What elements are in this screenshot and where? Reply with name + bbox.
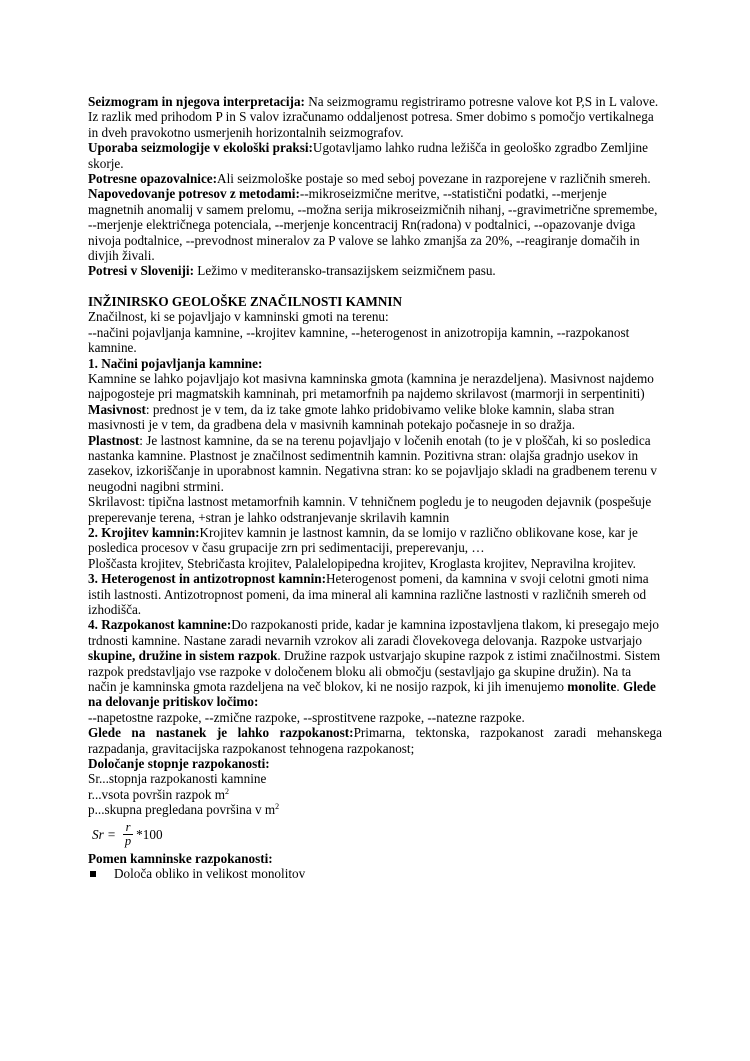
formula-fraction	[122, 821, 134, 848]
definition-sr: Sr...stopnja razpokanosti kamnine	[88, 771, 267, 787]
definition-p	[88, 802, 662, 817]
paragraph-fracturing	[88, 617, 662, 709]
heading-seismogram: Seizmogram in njegova interpretacija:	[88, 94, 305, 109]
text-fracturing-1: Do razpokanosti pride, kadar je kamnina izpostavljena tlakom, ki presegajo mejo trdnosti kamnine. Nastane zaradi nevarnih vzrokov ali zaradi človekovega delovanja. Razpoke ustvarjajo	[88, 617, 659, 648]
heading-significance	[88, 851, 662, 866]
heading-determination-text: Določanje stopnje razpokanosti:	[88, 756, 270, 772]
square-bullet-icon	[90, 871, 96, 877]
text-fracturing-3: .	[616, 679, 623, 695]
heading-origin: Glede na nastanek je lahko razpokanost:	[88, 725, 354, 741]
document-page	[88, 94, 662, 882]
formula-denominator: p	[124, 834, 132, 849]
paragraph-schistosity: Skrilavost: tipična lastnost metamorfnih kamnin. V tehničnem pogledu je to neugoden dejavnik (pospešuje preperevanje terena, +stran je lahko odstranjevanje skrilavih kamnin	[88, 494, 652, 525]
formula-sr	[88, 820, 662, 850]
bullet-item	[88, 866, 662, 881]
text-heterogeneity: Heterogenost pomeni, da kamnina v svoji celotni gmoti nima istih lastnosti. Antizotropnost pomeni, da ima mineral ali kamnina različne lastnosti v različnih smereh od izhodišča.	[88, 571, 649, 617]
paragraph-layering	[88, 433, 662, 495]
bold-pressure-types: Glede na delovanje pritiskov ločimo:	[88, 679, 656, 710]
text-fracturing-2: . Družine razpok ustvarjajo skupine razpok z istimi značilnostmi. Sistem razpok predstavljajo vse razpoke v določenem bloku ali območju (sestavljajo ga skupine družin). Na ta način je kamninska gmota razdeljena na več blokov, ki ne nosijo razpok, ki jih imenujemo	[88, 648, 661, 695]
definition-r-text: r...vsota površin razpok m	[88, 786, 225, 802]
fracture-types-list: --napetostne razpoke, --zmične razpoke, --sprostitvene razpoke, --natezne razpoke.	[88, 709, 525, 725]
text-observatories: Ali seizmološke postaje so med seboj povezane in razporejene v različnih smereh.	[217, 171, 651, 187]
heading-observatories: Potresne opazovalnice:	[88, 171, 218, 187]
section-title-text: INŽINIRSKO GEOLOŠKE ZNAČILNOSTI KAMNIN	[88, 293, 403, 309]
formula-lhs: Sr =	[92, 826, 116, 842]
text-massiveness: : prednost je v tem, da iz take gmote lahko pridobivamo velike bloke kamnin, slaba stran masivnosti je v tem, da gradbena dela v masivnih kamninah potekajo počasneje in so dražja.	[88, 401, 615, 433]
heading-layering: Plastnost	[88, 432, 140, 448]
paragraph-seismogram	[88, 94, 662, 140]
origin-line	[88, 725, 662, 740]
text-prediction: --mikroseizmične meritve, --statistični podatki, --merjenje magnetnih anomalij v samem prelomu, --možna serija mikroseizmičnih nihanj, --gravimetrične spremembe, --merjenje električnega potenciala, --merjenje koncentracij Rn(radona) v podtalnici, --opazovanje dviga nivoja podtalnice, --prevodnost mineralov za P valove se lahko zmanjša za 20%, --reagiranje domačih in divjih živali.	[88, 186, 658, 264]
heading-significance-text: Pomen kamninske razpokanosti:	[88, 850, 273, 866]
paragraph-prediction	[88, 186, 662, 263]
definition-r-exponent: 2	[224, 786, 229, 796]
bold-monolite: monolite	[567, 679, 617, 695]
paragraph-slovenia	[88, 263, 662, 278]
text-seismology-use: Ugotavljamo lahko rudna ležišča in geološko zgradbo Zemljine skorje.	[88, 140, 649, 171]
intro-list: --načini pojavljanja kamnine, --krojitev kamnine, --heterogenost in anizotropija kamnin, --razpokanost kamnine.	[88, 324, 630, 356]
definition-r	[88, 787, 662, 802]
heading-jointing: 2. Krojitev kamnin:	[88, 524, 200, 540]
paragraph-heterogeneity	[88, 571, 662, 617]
text-layering: : Je lastnost kamnine, da se na terenu pojavljajo v ločenih enotah (to je v ploščah, ki so posledica nastanka kamnine. Plastnost je značilnost sedimentnih kamnin. Pozitivna stran: olajša gradnjo usekov in zasekov, izkoriščanje in uporabnost kamnin. Negativna stran: ko se pojavljajo skladi na gradbenem terenu v neugodni nagibni strmini.	[88, 432, 657, 494]
bullet-item-text: Določa obliko in velikost monolitov	[114, 866, 306, 882]
heading-fracturing: 4. Razpokanost kamnine:	[88, 617, 232, 633]
paragraph-seismology-use	[88, 140, 662, 171]
text-occurrence: Kamnine se lahko pojavljajo kot masivna kamninska gmota (kamnina je nerazdeljena). Masivnost najdemo najpogosteje pri magmatskih kamninah, pri metamorfnih pa najdemo skrilavost (marmorji in serpentiniti)	[88, 370, 654, 402]
heading-prediction: Napovedovanje potresov z metodami:	[88, 186, 300, 202]
paragraph-spacer	[88, 279, 662, 294]
heading-seismology-use: Uporaba seizmologije v ekološki praksi:	[88, 140, 313, 156]
text-jointing: Krojitev kamnin je lastnost kamnin, da se lomijo v različno oblikovane kose, kar je posledica procesov v času grupacije zrn pri sedimentaciji, preperevanju, …	[88, 524, 638, 556]
paragraph-jointing	[88, 525, 662, 556]
formula-multiplier: *100	[136, 826, 163, 842]
heading-occurrence	[88, 356, 662, 371]
bold-fracture-groups: skupine, družine in sistem razpok	[88, 648, 278, 664]
definition-p-text: p...skupna pregledana površina v m	[88, 802, 276, 818]
jointing-types: Ploščasta krojitev, Stebričasta krojitev, Palalelopipedna krojitev, Kroglasta krojitev, Nepravilna krojitev.	[88, 555, 636, 571]
heading-slovenia: Potresi v Sloveniji:	[88, 263, 194, 279]
section-title	[88, 294, 662, 309]
text-seismogram: Na seizmogramu registriramo potresne valove kot P,S in L valove. Iz razlik med prihodom P in S valov izračunamo oddaljenost potresa. Smer dobimo s pomočjo vertikalnega in dveh pravokotno usmerjenih horizontalnih seizmografov.	[88, 94, 659, 140]
text-slovenia: Ležimo v mediteransko-transazijskem seizmičnem pasu.	[193, 263, 496, 279]
definition-p-exponent: 2	[275, 802, 280, 812]
paragraph-massiveness	[88, 402, 662, 433]
text-origin-line: Primarna, tektonska, razpokanost zaradi mehanskega	[353, 725, 663, 741]
heading-determination	[88, 756, 662, 771]
heading-massiveness: Masivnost	[88, 401, 146, 417]
heading-occurrence-text: 1. Načini pojavljanja kamnine:	[88, 355, 263, 371]
intro-line: Značilnost, ki se pojavljajo v kamninski gmoti na terenu:	[88, 309, 389, 325]
formula-numerator: r	[123, 821, 134, 835]
origin-rest: razpadanja, gravitacijska razpokanost tehnogena razpokanost;	[88, 740, 415, 756]
paragraph-observatories	[88, 171, 662, 186]
heading-heterogeneity: 3. Heterogenost in antizotropnost kamnin:	[88, 571, 326, 587]
